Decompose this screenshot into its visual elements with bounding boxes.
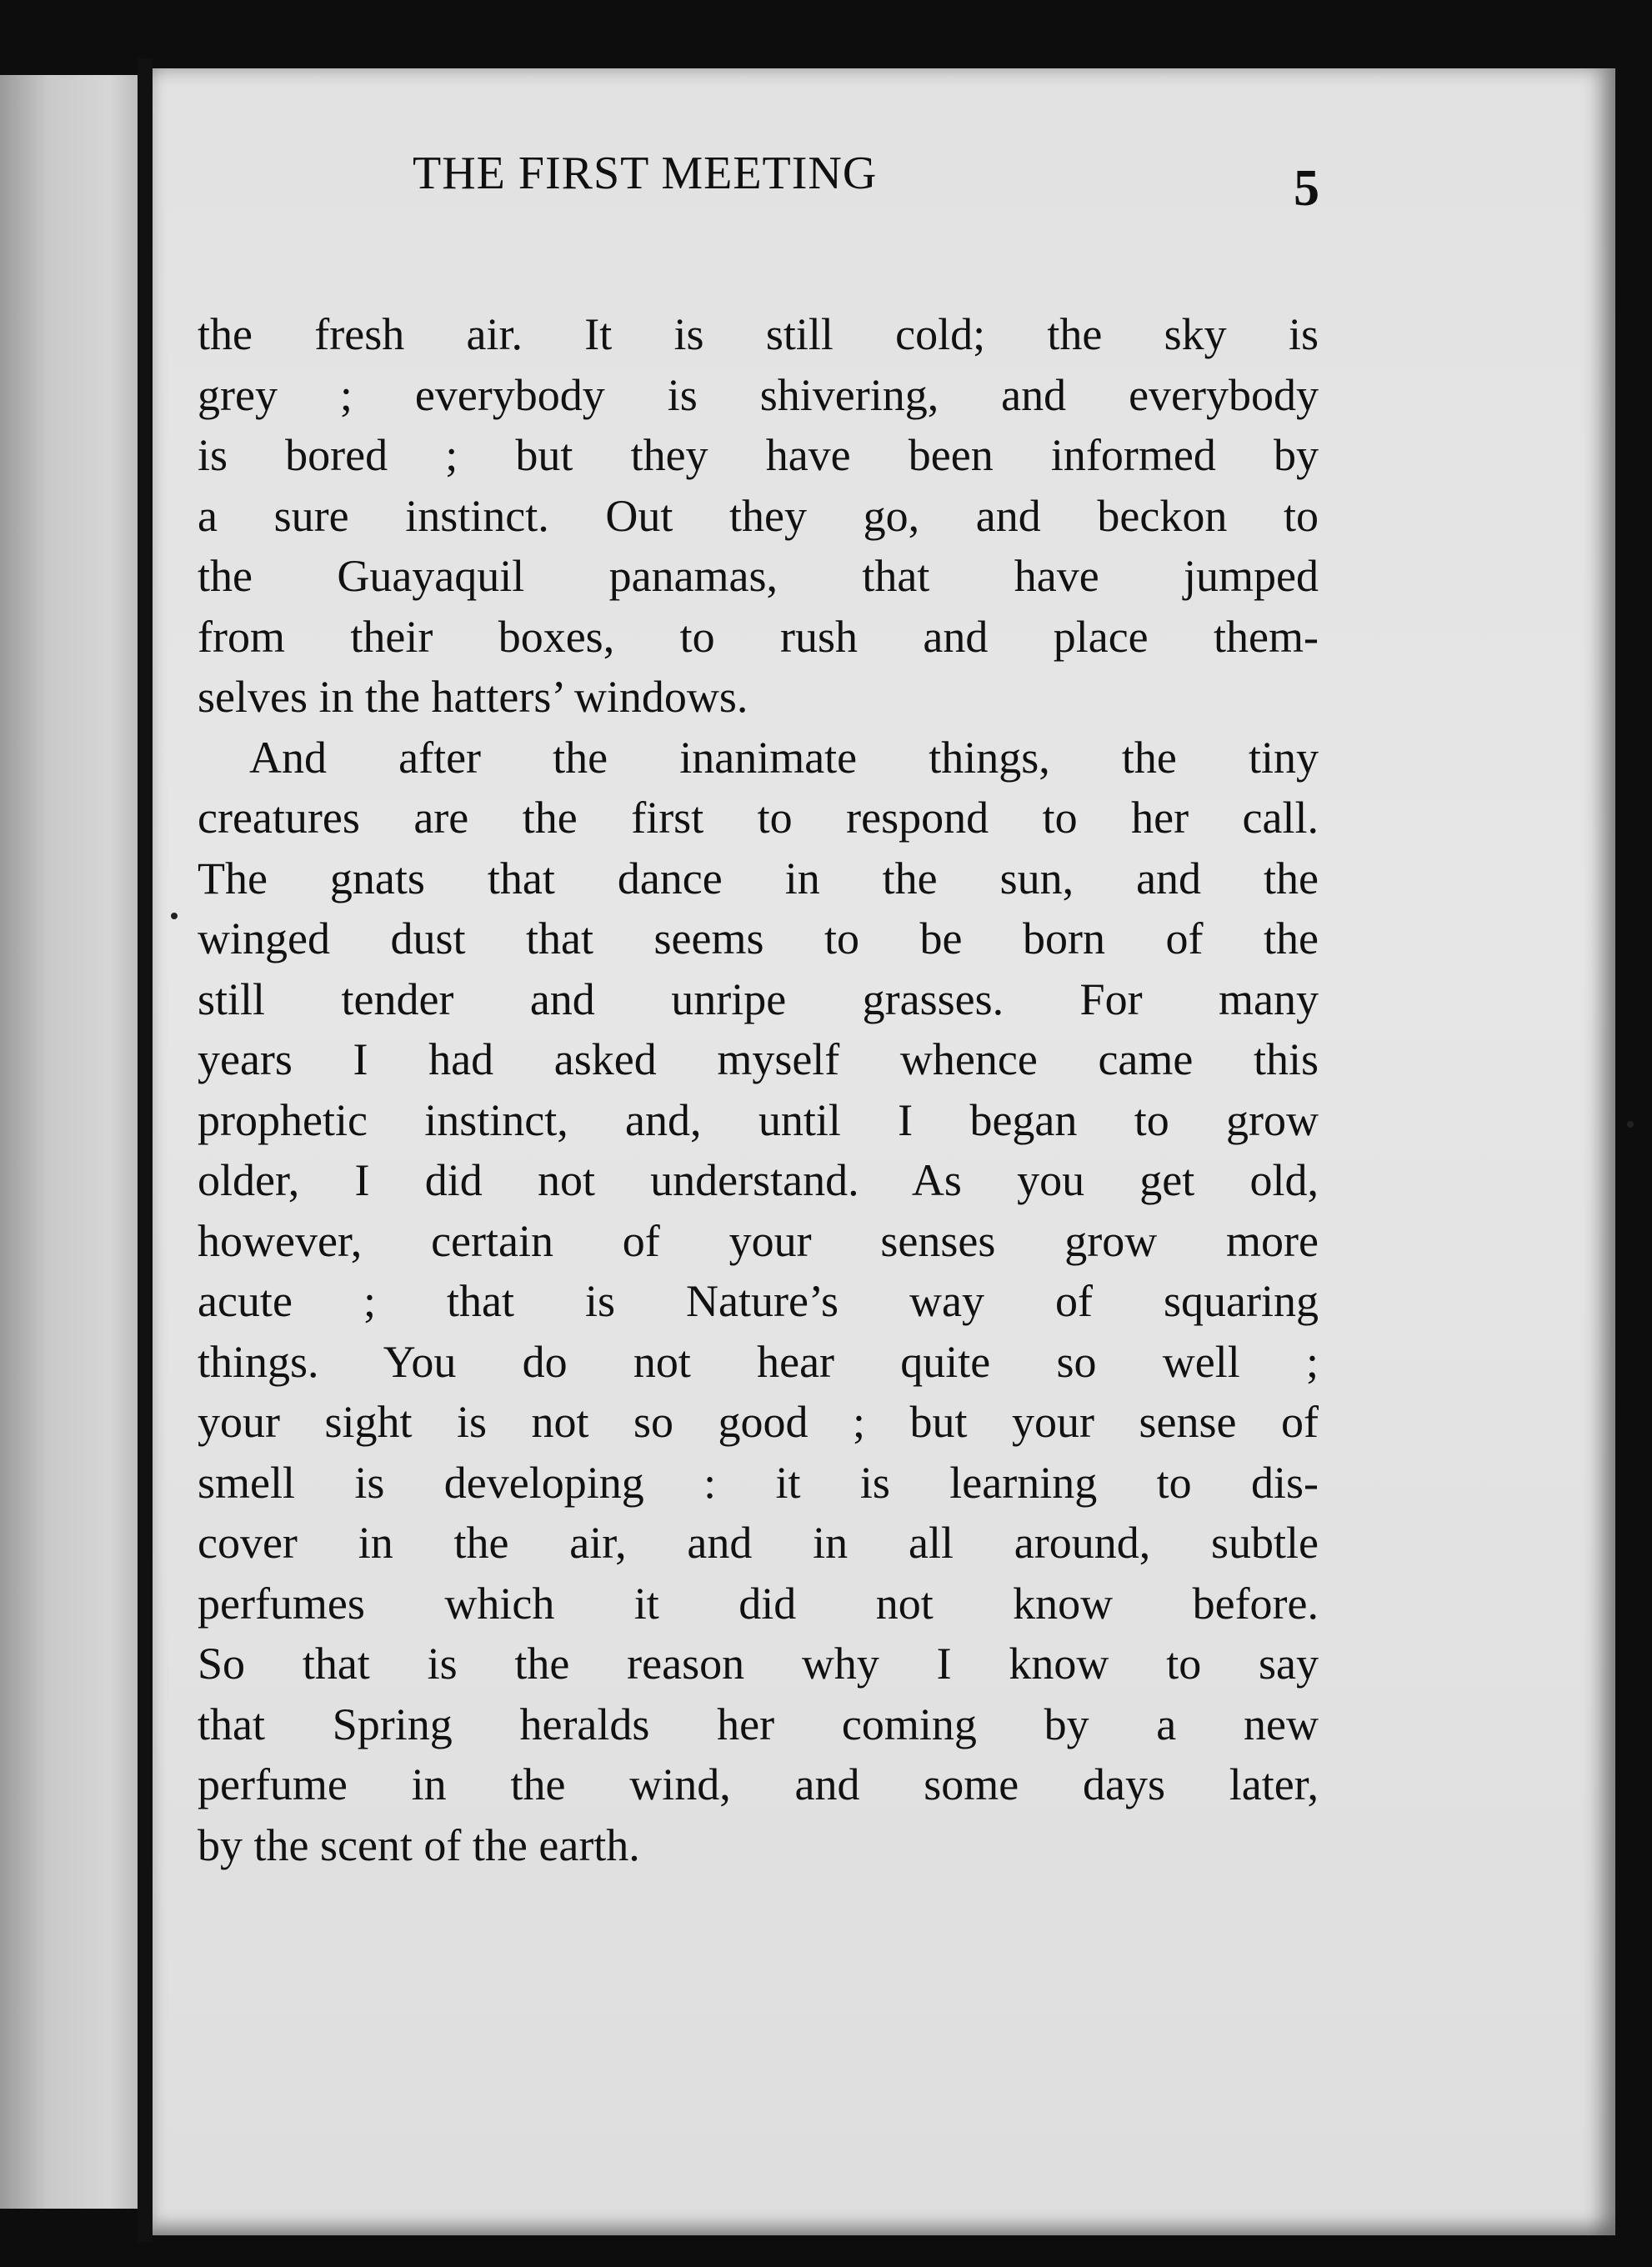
text-line: is bored ; but they have been informed by	[198, 430, 1319, 480]
text-line: cover in the air, and in all around, subtle	[198, 1518, 1319, 1568]
text-line: however, certain of your senses grow more	[198, 1215, 1319, 1266]
text-line: winged dust that seems to be born of the	[198, 913, 1319, 963]
facing-page-edge	[0, 75, 138, 2209]
text-line: the Guayaquil panamas, that have jumped	[198, 551, 1319, 601]
text-line: And after the inanimate things, the tiny	[249, 732, 1319, 783]
text-line: smell is developing : it is learning to dis-	[198, 1457, 1319, 1508]
text-line: perfume in the wind, and some days later,	[198, 1759, 1319, 1809]
text-line: acute ; that is Nature’s way of squaring	[198, 1276, 1319, 1326]
text-line: selves in the hatters’ windows.	[198, 672, 748, 722]
text-line: years I had asked myself whence came this	[198, 1034, 1319, 1084]
body-text	[198, 304, 1319, 1875]
text-line: things. You do not hear quite so well ;	[198, 1336, 1319, 1387]
text-line: still tender and unripe grasses. For many	[198, 973, 1319, 1024]
text-line: perfumes which it did not know before.	[198, 1578, 1319, 1629]
text-line: The gnats that dance in the sun, and the	[198, 853, 1319, 903]
text-line: creatures are the first to respond to her call.	[198, 793, 1319, 843]
text-line: So that is the reason why I know to say	[198, 1639, 1319, 1689]
running-head: THE FIRST MEETING	[413, 148, 878, 199]
scan-speck	[171, 913, 178, 919]
text-line: the fresh air. It is still cold; the sky is	[198, 309, 1319, 359]
scan-speck	[1627, 1121, 1634, 1128]
book-gutter	[138, 58, 153, 2242]
text-line: that Spring heralds her coming by a new	[198, 1699, 1319, 1749]
text-line: grey ; everybody is shivering, and everybody	[198, 369, 1319, 420]
text-line: a sure instinct. Out they go, and beckon to	[198, 490, 1319, 541]
page-number: 5	[1294, 160, 1319, 217]
text-line: older, I did not understand. As you get old,	[198, 1155, 1319, 1205]
text-line: by the scent of the earth.	[198, 1819, 640, 1870]
text-line: prophetic instinct, and, until I began to grow	[198, 1094, 1319, 1145]
text-line: your sight is not so good ; but your sense of	[198, 1397, 1319, 1447]
text-line: from their boxes, to rush and place them-	[198, 611, 1319, 662]
